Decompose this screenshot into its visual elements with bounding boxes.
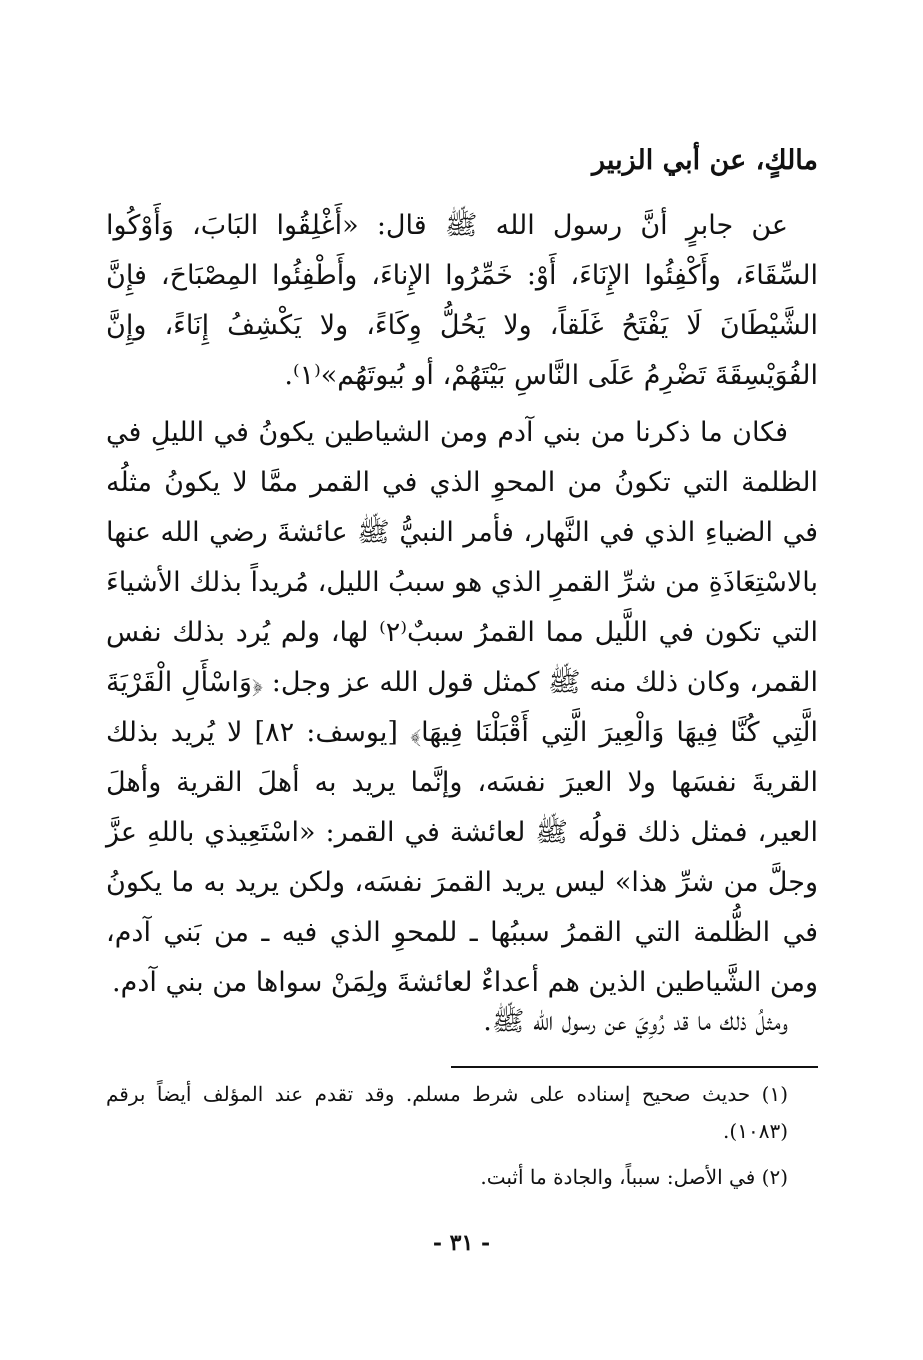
body-paragraph-closing: ومثلُ ذلك ما قد رُوِيَ عن رسول الله ﷺ. [483, 1006, 788, 1037]
page-heading: مالكٍ، عن أبي الزبير [592, 145, 818, 176]
footnote-2: (٢) في الأصل: سبباً، والجادة ما أثبت. [480, 1165, 788, 1189]
body-paragraph-commentary: فكان ما ذكرنا من بني آدم ومن الشياطين يكونُ في الليلِ في الظلمة التي تكونُ من المحوِ الذي في القمر ممَّا لا يكونُ مثلُه في الضياءِ الذي في النَّهار، فأمر النبيُّ ﷺ عائشةَ رضي الله عنها بالاسْتِعَاذَةِ من شرِّ القمرِ الذي هو سببُ الليل، مُريداً بذلك الأشياءَ التي تكون في اللَّيل مما القمرُ سببٌ⁽٢⁾ لها، ولم يُرد بذلك نفس القمر، وكان ذلك منه ﷺ كمثل قول الله عز وجل: ﴿وَاسْأَلِ الْقَرْيَةَ الَّتِي كُنَّا فِيهَا وَالْعِيرَ الَّتِي أَقْبَلْنَا فِيهَا﴾ [يوسف: ٨٢] لا يُريد بذلك القريةَ نفسَها ولا العيرَ نفسَه، وإنَّما يريد به أهلَ القرية وأهلَ العير، فمثل ذلك قولُه ﷺ لعائشة في القمر: «اسْتَعِيذي باللهِ عزَّ وجلَّ من شرِّ هذا» ليس يريد القمرَ نفسَه، ولكن يريد به ما يكونُ في الظُّلمة التي القمرُ سببُها ـ للمحوِ الذي فيه ـ من بَني آدم، ومن الشَّياطين الذين هم أعداءٌ لعائشةَ ولِمَنْ سواها من بني آدم. [106, 417, 819, 998]
page-number: - ٣١ - [432, 1230, 491, 1256]
footnote-1: (١) حديث صحيح إسناده على شرط مسلم. وقد تقدم عند المؤلف أيضاً برقم (١٠٨٣). [106, 1082, 788, 1143]
body-paragraph-hadith: عن جابرٍ أنَّ رسول الله ﷺ قال: «أَغْلِقُوا البَابَ، وَأَوْكُوا السِّقَاءَ، وأَكْفِئُوا الإِنَاءَ، أَوْ: خَمِّرُوا الإِناءَ، وأَطْفِئُوا المِصْبَاحَ، فإِنَّ الشَّيْطَانَ لَا يَفْتَحُ غَلَقاً، ولا يَحُلُّ وِكَاءً، ولا يَكْشِفُ إِنَاءً، وإِنَّ الفُوَيْسِقَةَ تَضْرِمُ عَلَى النَّاسِ بَيْتَهُمْ، أو بُيوتَهُم»⁽١⁾. [106, 210, 818, 391]
footnote-separator [451, 1066, 818, 1068]
footnotes [106, 1076, 818, 1205]
